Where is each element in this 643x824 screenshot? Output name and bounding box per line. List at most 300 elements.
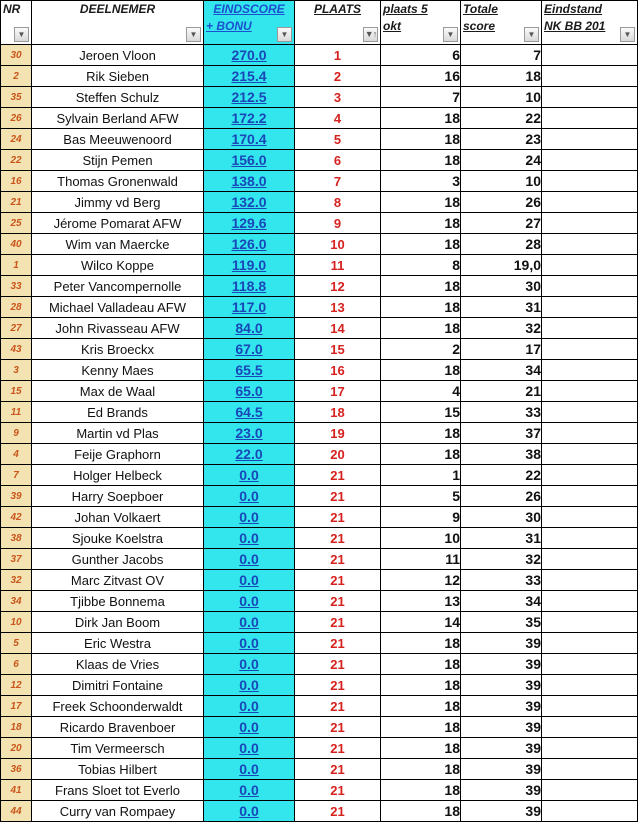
cell-deelnemer[interactable]: Dirk Jan Boom bbox=[32, 612, 204, 633]
cell-deelnemer[interactable]: John Rivasseau AFW bbox=[32, 318, 204, 339]
cell-deelnemer[interactable]: Jérome Pomarat AFW bbox=[32, 213, 204, 234]
cell-eindstand[interactable] bbox=[542, 633, 638, 654]
cell-plaats5[interactable]: 18 bbox=[381, 633, 461, 654]
cell-nr[interactable]: 33 bbox=[1, 276, 32, 297]
cell-eindstand[interactable] bbox=[542, 570, 638, 591]
cell-plaats5[interactable]: 18 bbox=[381, 675, 461, 696]
cell-deelnemer[interactable]: Dimitri Fontaine bbox=[32, 675, 204, 696]
table-row bbox=[1, 297, 638, 318]
cell-plaats[interactable]: 6 bbox=[295, 150, 381, 171]
cell-deelnemer[interactable]: Jeroen Vloon bbox=[32, 45, 204, 66]
cell-deelnemer[interactable]: Martin vd Plas bbox=[32, 423, 204, 444]
cell-plaats5[interactable]: 18 bbox=[381, 318, 461, 339]
cell-eindscore[interactable]: 23.0 bbox=[204, 423, 295, 444]
cell-nr[interactable]: 37 bbox=[1, 549, 32, 570]
cell-plaats5[interactable]: 4 bbox=[381, 381, 461, 402]
cell-deelnemer[interactable]: Max de Waal bbox=[32, 381, 204, 402]
cell-eindstand[interactable] bbox=[542, 213, 638, 234]
sort-ascending-icon[interactable]: ▼↑ bbox=[363, 27, 378, 42]
cell-nr[interactable]: 40 bbox=[1, 234, 32, 255]
cell-nr[interactable]: 7 bbox=[1, 465, 32, 486]
cell-eindscore[interactable]: 0.0 bbox=[204, 507, 295, 528]
cell-eindstand[interactable] bbox=[542, 276, 638, 297]
header-plaats bbox=[295, 1, 381, 45]
cell-eindscore[interactable]: 67.0 bbox=[204, 339, 295, 360]
filter-dropdown-icon[interactable]: ▼ bbox=[443, 27, 458, 42]
filter-dropdown-icon[interactable]: ▼ bbox=[620, 27, 635, 42]
cell-eindscore[interactable]: 64.5 bbox=[204, 402, 295, 423]
cell-nr[interactable]: 6 bbox=[1, 654, 32, 675]
table-row bbox=[1, 486, 638, 507]
cell-eindstand[interactable] bbox=[542, 297, 638, 318]
cell-plaats[interactable]: 19 bbox=[295, 423, 381, 444]
cell-deelnemer[interactable]: Jimmy vd Berg bbox=[32, 192, 204, 213]
cell-plaats5[interactable]: 10 bbox=[381, 528, 461, 549]
cell-deelnemer[interactable]: Tjibbe Bonnema bbox=[32, 591, 204, 612]
cell-deelnemer[interactable]: Thomas Gronenwald bbox=[32, 171, 204, 192]
cell-nr[interactable]: 11 bbox=[1, 402, 32, 423]
cell-plaats5[interactable]: 18 bbox=[381, 360, 461, 381]
cell-nr[interactable]: 22 bbox=[1, 150, 32, 171]
cell-deelnemer[interactable]: Frans Sloet tot Everlo bbox=[32, 780, 204, 801]
cell-nr[interactable]: 3 bbox=[1, 360, 32, 381]
header-totale-label: Totale bbox=[463, 2, 498, 16]
cell-totale-score[interactable]: 34 bbox=[461, 360, 542, 381]
cell-totale-score[interactable]: 27 bbox=[461, 213, 542, 234]
header-eindscore bbox=[204, 1, 295, 45]
cell-nr[interactable]: 39 bbox=[1, 486, 32, 507]
cell-totale-score[interactable]: 30 bbox=[461, 276, 542, 297]
cell-eindstand[interactable] bbox=[542, 87, 638, 108]
cell-deelnemer[interactable]: Sjouke Koelstra bbox=[32, 528, 204, 549]
cell-plaats5[interactable]: 18 bbox=[381, 423, 461, 444]
cell-nr[interactable]: 15 bbox=[1, 381, 32, 402]
cell-deelnemer[interactable]: Peter Vancompernolle bbox=[32, 276, 204, 297]
cell-plaats5[interactable]: 2 bbox=[381, 339, 461, 360]
cell-eindstand[interactable] bbox=[542, 360, 638, 381]
filter-dropdown-icon[interactable]: ▼ bbox=[524, 27, 539, 42]
table-row bbox=[1, 612, 638, 633]
cell-eindstand[interactable] bbox=[542, 528, 638, 549]
cell-nr[interactable]: 43 bbox=[1, 339, 32, 360]
cell-nr[interactable]: 42 bbox=[1, 507, 32, 528]
cell-eindscore[interactable]: 0.0 bbox=[204, 549, 295, 570]
header-nr bbox=[1, 1, 32, 45]
cell-nr[interactable]: 17 bbox=[1, 696, 32, 717]
cell-nr[interactable]: 38 bbox=[1, 528, 32, 549]
cell-nr[interactable]: 35 bbox=[1, 87, 32, 108]
cell-plaats[interactable]: 21 bbox=[295, 570, 381, 591]
cell-plaats5[interactable]: 18 bbox=[381, 801, 461, 822]
cell-plaats5[interactable]: 18 bbox=[381, 738, 461, 759]
cell-nr[interactable]: 28 bbox=[1, 297, 32, 318]
cell-nr[interactable]: 41 bbox=[1, 780, 32, 801]
cell-plaats[interactable]: 3 bbox=[295, 87, 381, 108]
cell-eindscore[interactable]: 212.5 bbox=[204, 87, 295, 108]
cell-eindscore[interactable]: 0.0 bbox=[204, 675, 295, 696]
cell-plaats5[interactable]: 18 bbox=[381, 759, 461, 780]
cell-totale-score[interactable]: 33 bbox=[461, 570, 542, 591]
cell-deelnemer[interactable]: Steffen Schulz bbox=[32, 87, 204, 108]
cell-eindstand[interactable] bbox=[542, 759, 638, 780]
cell-totale-score[interactable]: 39 bbox=[461, 633, 542, 654]
cell-totale-score[interactable]: 26 bbox=[461, 192, 542, 213]
cell-deelnemer[interactable]: Stijn Pemen bbox=[32, 150, 204, 171]
cell-plaats[interactable]: 21 bbox=[295, 675, 381, 696]
cell-eindscore[interactable]: 0.0 bbox=[204, 528, 295, 549]
cell-plaats5[interactable]: 18 bbox=[381, 213, 461, 234]
cell-totale-score[interactable]: 22 bbox=[461, 465, 542, 486]
cell-deelnemer[interactable]: Wilco Koppe bbox=[32, 255, 204, 276]
cell-eindscore[interactable]: 0.0 bbox=[204, 633, 295, 654]
cell-totale-score[interactable]: 32 bbox=[461, 549, 542, 570]
cell-eindscore[interactable]: 0.0 bbox=[204, 780, 295, 801]
cell-plaats[interactable]: 7 bbox=[295, 171, 381, 192]
cell-eindstand[interactable] bbox=[542, 129, 638, 150]
cell-totale-score[interactable]: 39 bbox=[461, 675, 542, 696]
cell-plaats5[interactable]: 18 bbox=[381, 717, 461, 738]
cell-plaats[interactable]: 21 bbox=[295, 591, 381, 612]
cell-eindscore[interactable]: 129.6 bbox=[204, 213, 295, 234]
header-eindscore-label: EINDSCORE bbox=[213, 2, 285, 16]
cell-plaats5[interactable]: 18 bbox=[381, 234, 461, 255]
cell-eindscore[interactable]: 117.0 bbox=[204, 297, 295, 318]
cell-nr[interactable]: 24 bbox=[1, 129, 32, 150]
table-row bbox=[1, 108, 638, 129]
filter-dropdown-icon[interactable]: ▼ bbox=[277, 27, 292, 42]
cell-eindstand[interactable] bbox=[542, 591, 638, 612]
cell-plaats[interactable]: 12 bbox=[295, 276, 381, 297]
cell-plaats5[interactable]: 11 bbox=[381, 549, 461, 570]
table-row bbox=[1, 192, 638, 213]
cell-eindstand[interactable] bbox=[542, 654, 638, 675]
header-plaats5 bbox=[381, 1, 461, 45]
cell-totale-score[interactable]: 22 bbox=[461, 108, 542, 129]
cell-eindstand[interactable] bbox=[542, 45, 638, 66]
cell-eindscore[interactable]: 0.0 bbox=[204, 591, 295, 612]
cell-deelnemer[interactable]: Marc Zitvast OV bbox=[32, 570, 204, 591]
cell-nr[interactable]: 18 bbox=[1, 717, 32, 738]
cell-deelnemer[interactable]: Freek Schoonderwaldt bbox=[32, 696, 204, 717]
cell-plaats5[interactable]: 14 bbox=[381, 612, 461, 633]
cell-plaats[interactable]: 17 bbox=[295, 381, 381, 402]
cell-totale-score[interactable]: 39 bbox=[461, 654, 542, 675]
table-row bbox=[1, 717, 638, 738]
cell-deelnemer[interactable]: Klaas de Vries bbox=[32, 654, 204, 675]
cell-nr[interactable]: 21 bbox=[1, 192, 32, 213]
cell-deelnemer[interactable]: Ricardo Bravenboer bbox=[32, 717, 204, 738]
table-row bbox=[1, 465, 638, 486]
cell-plaats[interactable]: 18 bbox=[295, 402, 381, 423]
cell-eindstand[interactable] bbox=[542, 780, 638, 801]
cell-plaats5[interactable]: 18 bbox=[381, 654, 461, 675]
cell-eindscore[interactable]: 0.0 bbox=[204, 738, 295, 759]
cell-eindstand[interactable] bbox=[542, 423, 638, 444]
cell-totale-score[interactable]: 39 bbox=[461, 738, 542, 759]
cell-eindstand[interactable] bbox=[542, 66, 638, 87]
cell-totale-score[interactable]: 39 bbox=[461, 801, 542, 822]
cell-eindstand[interactable] bbox=[542, 150, 638, 171]
cell-nr[interactable]: 34 bbox=[1, 591, 32, 612]
cell-totale-score[interactable]: 23 bbox=[461, 129, 542, 150]
cell-eindscore[interactable]: 132.0 bbox=[204, 192, 295, 213]
cell-eindstand[interactable] bbox=[542, 507, 638, 528]
cell-eindscore[interactable]: 170.4 bbox=[204, 129, 295, 150]
cell-plaats[interactable]: 2 bbox=[295, 66, 381, 87]
cell-plaats[interactable]: 15 bbox=[295, 339, 381, 360]
cell-nr[interactable]: 25 bbox=[1, 213, 32, 234]
table-row bbox=[1, 381, 638, 402]
cell-eindscore[interactable]: 118.8 bbox=[204, 276, 295, 297]
table-row bbox=[1, 213, 638, 234]
cell-eindscore[interactable]: 119.0 bbox=[204, 255, 295, 276]
cell-deelnemer[interactable]: Ed Brands bbox=[32, 402, 204, 423]
cell-eindscore[interactable]: 138.0 bbox=[204, 171, 295, 192]
filter-dropdown-icon[interactable]: ▼ bbox=[14, 27, 29, 42]
cell-totale-score[interactable]: 31 bbox=[461, 528, 542, 549]
cell-eindscore[interactable]: 0.0 bbox=[204, 759, 295, 780]
cell-eindstand[interactable] bbox=[542, 339, 638, 360]
cell-eindstand[interactable] bbox=[542, 801, 638, 822]
cell-nr[interactable]: 20 bbox=[1, 738, 32, 759]
cell-eindscore[interactable]: 215.4 bbox=[204, 66, 295, 87]
cell-deelnemer[interactable]: Holger Helbeck bbox=[32, 465, 204, 486]
cell-totale-score[interactable]: 34 bbox=[461, 591, 542, 612]
cell-plaats[interactable]: 21 bbox=[295, 465, 381, 486]
cell-eindscore[interactable]: 22.0 bbox=[204, 444, 295, 465]
header-eindstand-label: Eindstand bbox=[544, 2, 603, 16]
cell-plaats5[interactable]: 7 bbox=[381, 87, 461, 108]
cell-totale-score[interactable]: 39 bbox=[461, 759, 542, 780]
cell-deelnemer[interactable]: Rik Sieben bbox=[32, 66, 204, 87]
cell-deelnemer[interactable]: Johan Volkaert bbox=[32, 507, 204, 528]
cell-plaats5[interactable]: 18 bbox=[381, 129, 461, 150]
cell-nr[interactable]: 27 bbox=[1, 318, 32, 339]
table-row bbox=[1, 234, 638, 255]
cell-eindscore[interactable]: 0.0 bbox=[204, 696, 295, 717]
cell-nr[interactable]: 2 bbox=[1, 66, 32, 87]
cell-plaats5[interactable]: 18 bbox=[381, 297, 461, 318]
cell-deelnemer[interactable]: Sylvain Berland AFW bbox=[32, 108, 204, 129]
cell-plaats5[interactable]: 3 bbox=[381, 171, 461, 192]
cell-plaats[interactable]: 21 bbox=[295, 696, 381, 717]
cell-plaats[interactable]: 21 bbox=[295, 486, 381, 507]
table-row bbox=[1, 570, 638, 591]
cell-plaats5[interactable]: 18 bbox=[381, 276, 461, 297]
cell-totale-score[interactable]: 30 bbox=[461, 507, 542, 528]
cell-eindscore[interactable]: 172.2 bbox=[204, 108, 295, 129]
cell-eindstand[interactable] bbox=[542, 738, 638, 759]
table-row bbox=[1, 759, 638, 780]
cell-eindscore[interactable]: 65.0 bbox=[204, 381, 295, 402]
cell-nr[interactable]: 10 bbox=[1, 612, 32, 633]
cell-eindstand[interactable] bbox=[542, 675, 638, 696]
cell-plaats[interactable]: 1 bbox=[295, 45, 381, 66]
cell-deelnemer[interactable]: Bas Meeuwenoord bbox=[32, 129, 204, 150]
cell-eindscore[interactable]: 0.0 bbox=[204, 654, 295, 675]
cell-plaats[interactable]: 13 bbox=[295, 297, 381, 318]
cell-eindscore[interactable]: 65.5 bbox=[204, 360, 295, 381]
cell-plaats5[interactable]: 6 bbox=[381, 45, 461, 66]
table-row bbox=[1, 549, 638, 570]
cell-eindstand[interactable] bbox=[542, 612, 638, 633]
cell-totale-score[interactable]: 35 bbox=[461, 612, 542, 633]
table-row bbox=[1, 738, 638, 759]
cell-eindscore[interactable]: 0.0 bbox=[204, 717, 295, 738]
cell-eindstand[interactable] bbox=[542, 108, 638, 129]
table-row bbox=[1, 129, 638, 150]
cell-nr[interactable]: 30 bbox=[1, 45, 32, 66]
cell-plaats[interactable]: 16 bbox=[295, 360, 381, 381]
cell-totale-score[interactable]: 37 bbox=[461, 423, 542, 444]
cell-nr[interactable]: 16 bbox=[1, 171, 32, 192]
cell-deelnemer[interactable]: Harry Soepboer bbox=[32, 486, 204, 507]
cell-eindstand[interactable] bbox=[542, 192, 638, 213]
cell-totale-score[interactable]: 21 bbox=[461, 381, 542, 402]
cell-plaats5[interactable]: 12 bbox=[381, 570, 461, 591]
header-eindscore-label-line2: + BONU bbox=[206, 19, 252, 33]
cell-deelnemer[interactable]: Eric Westra bbox=[32, 633, 204, 654]
table-row bbox=[1, 444, 638, 465]
cell-plaats[interactable]: 21 bbox=[295, 507, 381, 528]
cell-eindstand[interactable] bbox=[542, 171, 638, 192]
cell-eindstand[interactable] bbox=[542, 444, 638, 465]
cell-eindstand[interactable] bbox=[542, 486, 638, 507]
cell-deelnemer[interactable]: Tim Vermeersch bbox=[32, 738, 204, 759]
cell-nr[interactable]: 26 bbox=[1, 108, 32, 129]
cell-plaats5[interactable]: 8 bbox=[381, 255, 461, 276]
cell-nr[interactable]: 32 bbox=[1, 570, 32, 591]
cell-plaats[interactable]: 21 bbox=[295, 780, 381, 801]
header-nr-label: NR bbox=[3, 2, 21, 16]
cell-totale-score[interactable]: 7 bbox=[461, 45, 542, 66]
cell-nr[interactable]: 9 bbox=[1, 423, 32, 444]
cell-nr[interactable]: 36 bbox=[1, 759, 32, 780]
cell-eindscore[interactable]: 0.0 bbox=[204, 801, 295, 822]
cell-plaats[interactable]: 21 bbox=[295, 801, 381, 822]
cell-eindscore[interactable]: 0.0 bbox=[204, 612, 295, 633]
cell-plaats5[interactable]: 15 bbox=[381, 402, 461, 423]
cell-deelnemer[interactable]: Wim van Maercke bbox=[32, 234, 204, 255]
cell-eindscore[interactable]: 0.0 bbox=[204, 570, 295, 591]
cell-totale-score[interactable]: 24 bbox=[461, 150, 542, 171]
header-deelnemer bbox=[32, 1, 204, 45]
cell-eindstand[interactable] bbox=[542, 234, 638, 255]
cell-eindscore[interactable]: 156.0 bbox=[204, 150, 295, 171]
header-plaats5-label-line2: okt bbox=[383, 19, 401, 33]
cell-plaats[interactable]: 21 bbox=[295, 738, 381, 759]
cell-deelnemer[interactable]: Curry van Rompaey bbox=[32, 801, 204, 822]
cell-plaats5[interactable]: 13 bbox=[381, 591, 461, 612]
cell-plaats[interactable]: 14 bbox=[295, 318, 381, 339]
header-eindstand-label-line2: NK BB 201 bbox=[544, 19, 606, 33]
cell-eindstand[interactable] bbox=[542, 696, 638, 717]
cell-eindstand[interactable] bbox=[542, 402, 638, 423]
cell-plaats5[interactable]: 18 bbox=[381, 444, 461, 465]
cell-totale-score[interactable]: 39 bbox=[461, 780, 542, 801]
cell-totale-score[interactable]: 10 bbox=[461, 171, 542, 192]
cell-plaats[interactable]: 21 bbox=[295, 654, 381, 675]
cell-plaats[interactable]: 5 bbox=[295, 129, 381, 150]
cell-plaats[interactable]: 21 bbox=[295, 633, 381, 654]
cell-totale-score[interactable]: 19,0 bbox=[461, 255, 542, 276]
cell-deelnemer[interactable]: Kenny Maes bbox=[32, 360, 204, 381]
filter-dropdown-icon[interactable]: ▼ bbox=[186, 27, 201, 42]
cell-deelnemer[interactable]: Feije Graphorn bbox=[32, 444, 204, 465]
cell-deelnemer[interactable]: Gunther Jacobs bbox=[32, 549, 204, 570]
cell-totale-score[interactable]: 10 bbox=[461, 87, 542, 108]
cell-eindscore[interactable]: 0.0 bbox=[204, 465, 295, 486]
cell-plaats5[interactable]: 18 bbox=[381, 108, 461, 129]
cell-nr[interactable]: 44 bbox=[1, 801, 32, 822]
cell-totale-score[interactable]: 28 bbox=[461, 234, 542, 255]
cell-plaats5[interactable]: 9 bbox=[381, 507, 461, 528]
cell-eindstand[interactable] bbox=[542, 255, 638, 276]
cell-totale-score[interactable]: 39 bbox=[461, 696, 542, 717]
header-deelnemer-label: DEELNEMER bbox=[79, 2, 156, 16]
cell-plaats[interactable]: 21 bbox=[295, 528, 381, 549]
cell-eindstand[interactable] bbox=[542, 717, 638, 738]
cell-eindstand[interactable] bbox=[542, 381, 638, 402]
cell-plaats[interactable]: 8 bbox=[295, 192, 381, 213]
cell-plaats5[interactable]: 18 bbox=[381, 150, 461, 171]
cell-eindstand[interactable] bbox=[542, 318, 638, 339]
table-row bbox=[1, 402, 638, 423]
cell-eindstand[interactable] bbox=[542, 465, 638, 486]
cell-plaats5[interactable]: 1 bbox=[381, 465, 461, 486]
cell-plaats5[interactable]: 18 bbox=[381, 780, 461, 801]
cell-plaats5[interactable]: 5 bbox=[381, 486, 461, 507]
cell-deelnemer[interactable]: Kris Broeckx bbox=[32, 339, 204, 360]
cell-plaats5[interactable]: 18 bbox=[381, 696, 461, 717]
cell-totale-score[interactable]: 32 bbox=[461, 318, 542, 339]
cell-plaats[interactable]: 10 bbox=[295, 234, 381, 255]
cell-plaats[interactable]: 20 bbox=[295, 444, 381, 465]
table-row bbox=[1, 339, 638, 360]
cell-deelnemer[interactable]: Tobias Hilbert bbox=[32, 759, 204, 780]
cell-nr[interactable]: 12 bbox=[1, 675, 32, 696]
cell-plaats[interactable]: 21 bbox=[295, 717, 381, 738]
cell-totale-score[interactable]: 17 bbox=[461, 339, 542, 360]
cell-eindscore[interactable]: 84.0 bbox=[204, 318, 295, 339]
cell-eindscore[interactable]: 0.0 bbox=[204, 486, 295, 507]
cell-totale-score[interactable]: 31 bbox=[461, 297, 542, 318]
cell-nr[interactable]: 4 bbox=[1, 444, 32, 465]
cell-plaats[interactable]: 21 bbox=[295, 612, 381, 633]
cell-totale-score[interactable]: 39 bbox=[461, 717, 542, 738]
cell-nr[interactable]: 5 bbox=[1, 633, 32, 654]
cell-totale-score[interactable]: 18 bbox=[461, 66, 542, 87]
cell-plaats[interactable]: 11 bbox=[295, 255, 381, 276]
cell-plaats[interactable]: 9 bbox=[295, 213, 381, 234]
cell-eindscore[interactable]: 270.0 bbox=[204, 45, 295, 66]
cell-nr[interactable]: 1 bbox=[1, 255, 32, 276]
cell-plaats[interactable]: 21 bbox=[295, 549, 381, 570]
cell-plaats5[interactable]: 16 bbox=[381, 66, 461, 87]
cell-eindstand[interactable] bbox=[542, 549, 638, 570]
cell-eindscore[interactable]: 126.0 bbox=[204, 234, 295, 255]
cell-totale-score[interactable]: 38 bbox=[461, 444, 542, 465]
header-eindstand bbox=[542, 1, 638, 45]
cell-plaats[interactable]: 21 bbox=[295, 759, 381, 780]
cell-totale-score[interactable]: 26 bbox=[461, 486, 542, 507]
cell-deelnemer[interactable]: Michael Valladeau AFW bbox=[32, 297, 204, 318]
table-row bbox=[1, 528, 638, 549]
cell-plaats5[interactable]: 18 bbox=[381, 192, 461, 213]
table-row bbox=[1, 360, 638, 381]
cell-plaats[interactable]: 4 bbox=[295, 108, 381, 129]
cell-totale-score[interactable]: 33 bbox=[461, 402, 542, 423]
